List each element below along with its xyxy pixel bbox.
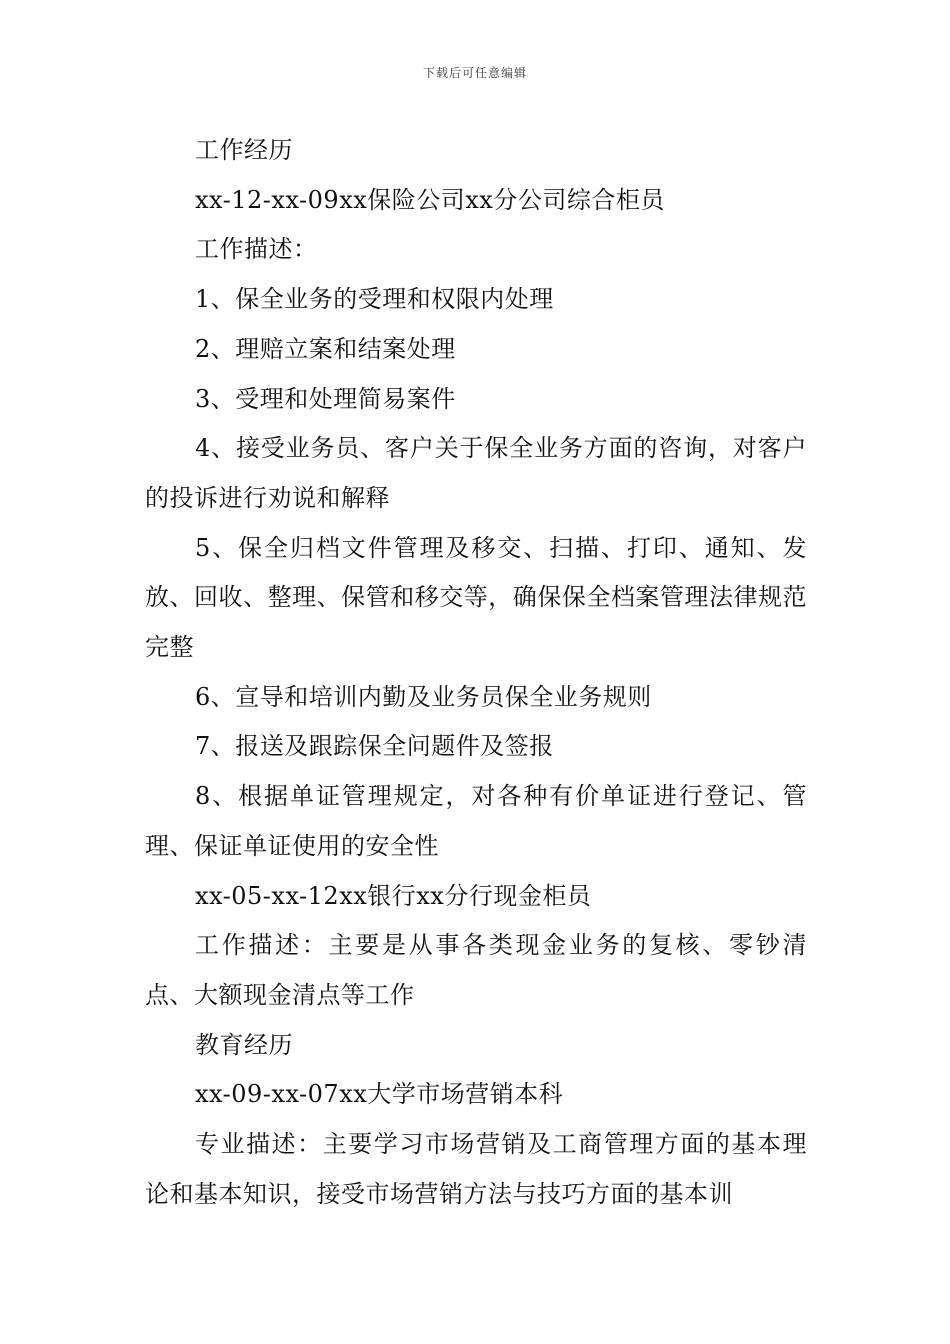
job-entry-title: xx-12-xx-09xx保险公司xx分公司综合柜员 xyxy=(195,185,665,214)
job-description: 工作描述：主要是从事各类现金业务的复核、零钞清点、大额现金清点等工作 xyxy=(145,931,807,1009)
duty-item: 5、保全归档文件管理及移交、扫描、打印、通知、发放、回收、整理、保管和移交等，确保保全档案管理法律规范完整 xyxy=(145,533,807,662)
major-description: 专业描述：主要学习市场营销及工商管理方面的基本理论和基本知识，接受市场营销方法与技巧方面的基本训 xyxy=(145,1130,807,1208)
document-body xyxy=(145,126,807,1219)
duty-item: 4、接受业务员、客户关于保全业务方面的咨询，对客户的投诉进行劝说和解释 xyxy=(145,434,807,512)
section-heading-work-experience: 工作经历 xyxy=(195,136,293,164)
job-description-label: 工作描述： xyxy=(195,235,318,264)
duty-item: 3、受理和处理简易案件 xyxy=(195,384,456,413)
duty-item: 8、根据单证管理规定，对各种有价单证进行登记、管理、保证单证使用的安全性 xyxy=(145,782,807,860)
duty-item: 7、报送及跟踪保全问题件及签报 xyxy=(195,732,554,761)
job-entry-title: xx-05-xx-12xx银行xx分行现金柜员 xyxy=(195,881,592,910)
duty-item: 2、理赔立案和结案处理 xyxy=(195,334,456,363)
duty-item: 1、保全业务的受理和权限内处理 xyxy=(195,285,554,314)
duty-item: 6、宣导和培训内勤及业务员保全业务规则 xyxy=(195,682,652,711)
education-entry-title: xx-09-xx-07xx大学市场营销本科 xyxy=(195,1080,564,1109)
page-header: 下载后可任意编辑 xyxy=(422,66,527,80)
section-heading-education: 教育经历 xyxy=(195,1030,293,1059)
